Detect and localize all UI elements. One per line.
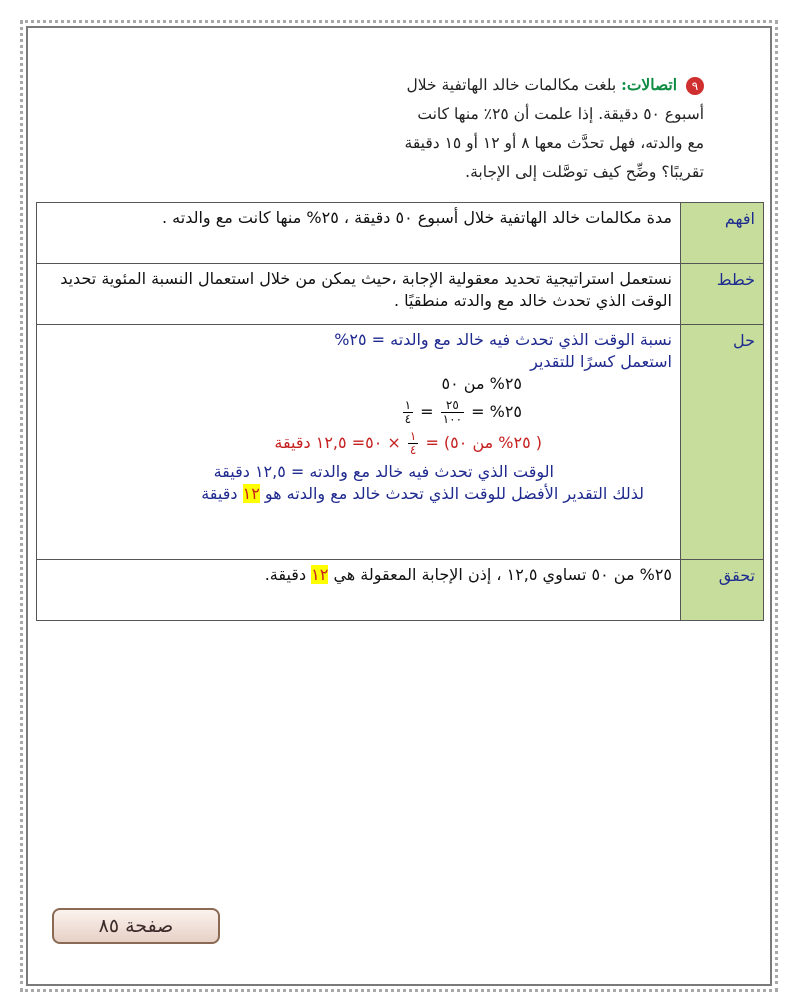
- solve-line-7-end: دقيقة: [201, 484, 238, 503]
- solve-line-2: استعمل كسرًا للتقدير: [530, 352, 672, 371]
- solve-line-5-end: × ٥٠= ١٢,٥ دقيقة: [274, 433, 401, 452]
- fraction-25-over-100: [441, 399, 464, 426]
- solve-line-6: الوقت الذي تحدث فيه خالد مع والدته = ١٢,٥ دقيقة: [213, 462, 554, 481]
- step-label-solve: حل: [681, 325, 764, 560]
- fraction-2-denominator: ٤: [404, 412, 412, 426]
- fraction-1-over-4-red: [408, 430, 418, 457]
- step-label-plan: خطط: [681, 264, 764, 325]
- step-row-check: [37, 560, 764, 621]
- solve-line-4-eq: =: [420, 402, 434, 421]
- step-row-understand: [37, 203, 764, 264]
- problem-statement: [284, 70, 704, 187]
- fraction-1-numerator: ٢٥: [441, 399, 464, 413]
- solve-line-7: [45, 483, 672, 505]
- step-content-plan: نستعمل استراتيجية تحديد معقولية الإجابة ،حيث يمكن من خلال استعمال النسبة المئوية تحديد الوقت الذي تحدث خالد مع والدته منطقيًا .: [37, 264, 681, 325]
- solve-line-7-start: لذلك التقدير الأفضل للوقت الذي تحدث خالد مع والدته هو: [264, 484, 644, 503]
- highlight-check-12: ١٢: [311, 565, 329, 584]
- highlight-answer-12: ١٢: [242, 484, 260, 503]
- problem-line-1: [284, 70, 704, 100]
- check-text-end: دقيقة.: [264, 565, 307, 584]
- step-content-check: [37, 560, 681, 621]
- fraction-2-numerator: ١: [404, 398, 412, 412]
- problem-text-2: أسبوع ٥٠ دقيقة. إذا علمت أن ٢٥٪ منها كانت: [417, 105, 704, 123]
- solve-line-5-start: ( ٢٥% من ٥٠) =: [425, 433, 542, 452]
- check-text-start: ٢٥% من ٥٠ تساوي ١٢,٥ ، إذن الإجابة المعقولة هي: [333, 565, 672, 584]
- fraction-3-numerator: ١: [409, 429, 417, 443]
- step-label-check: تحقق: [681, 560, 764, 621]
- fraction-1-denominator: ١٠٠: [442, 412, 463, 426]
- step-content-understand: مدة مكالمات خالد الهاتفية خلال أسبوع ٥٠ دقيقة ، ٢٥% منها كانت مع والدته .: [37, 203, 681, 264]
- step-row-solve: [37, 325, 764, 560]
- problem-text-4: تقريبًا؟ وضِّح كيف توصَّلت إلى الإجابة.: [465, 163, 704, 181]
- page-number-label: صفحة ٨٥: [52, 908, 220, 944]
- problem-text-1: بلغت مكالمات خالد الهاتفية خلال: [406, 76, 617, 94]
- solve-line-4-left: ٢٥% =: [471, 402, 522, 421]
- solve-line-1: نسبة الوقت الذي تحدث فيه خالد مع والدته = ٢٥%: [334, 330, 672, 349]
- problem-text-3: مع والدته، فهل تحدَّث معها ٨ أو ١٢ أو ١٥ دقيقة: [404, 134, 704, 152]
- step-label-understand: افهم: [681, 203, 764, 264]
- fraction-1-over-4: [403, 399, 413, 426]
- solve-line-5: [45, 430, 672, 457]
- step-content-solve: [37, 325, 681, 560]
- solution-steps-table: [36, 202, 764, 621]
- step-row-plan: [37, 264, 764, 325]
- solve-line-3: ٢٥% من ٥٠: [441, 374, 522, 393]
- fraction-3-denominator: ٤: [409, 443, 417, 457]
- problem-number-badge: ٩: [686, 77, 704, 95]
- problem-keyword: اتصالات:: [621, 75, 678, 94]
- solve-line-4: [45, 399, 672, 426]
